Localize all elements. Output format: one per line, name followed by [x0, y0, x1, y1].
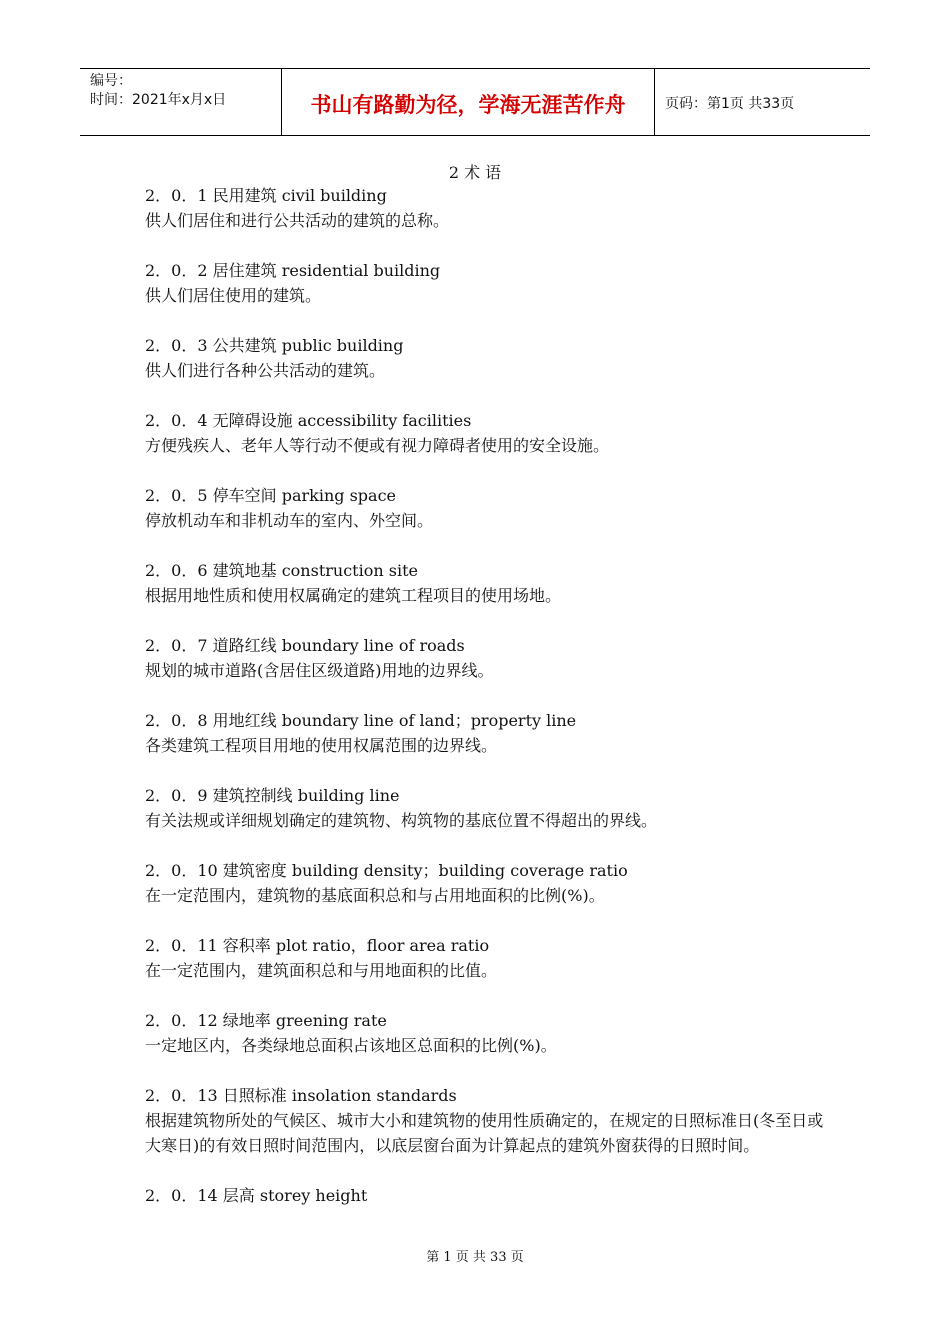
term-definition: 停放机动车和非机动车的室内、外空间。 [145, 511, 434, 530]
term-heading: 2．0．12 绿地率 greening rate [145, 1011, 387, 1030]
term-heading: 2．0．5 停车空间 parking space [145, 486, 397, 505]
time-label: 时间：2021年x月x日 [90, 92, 227, 108]
term-heading: 2．0．4 无障碍设施 accessibility facilities [145, 411, 472, 430]
term-heading: 2．0．10 建筑密度 building density；building coverage ratio [145, 861, 628, 880]
term-entry [145, 1183, 825, 1208]
term-definition: 各类建筑工程项目用地的使用权属范围的边界线。 [145, 736, 498, 755]
header-page-info: 页码：第1页 共33页 [665, 96, 795, 112]
term-entry [145, 183, 825, 233]
term-entry [145, 408, 825, 458]
header-motto: 书山有路勤为径，学海无涯苦作舟 [282, 69, 655, 135]
term-heading: 2．0．8 用地红线 boundary line of land；property line [145, 711, 577, 730]
term-entry [145, 558, 825, 608]
term-heading: 2．0．11 容积率 plot ratio，floor area ratio [145, 936, 490, 955]
term-entry [145, 333, 825, 383]
serial-label: 编号： [90, 73, 132, 89]
term-definition: 在一定范围内，建筑物的基底面积总和与占用地面积的比例(%)。 [145, 886, 605, 905]
chapter-title: 2 术 语 [448, 163, 502, 182]
page-footer: 第 1 页 共 33 页 [426, 1250, 524, 1265]
term-entry [145, 933, 825, 983]
header-meta [80, 69, 282, 135]
term-heading: 2．0．2 居住建筑 residential building [145, 261, 441, 280]
term-entry [145, 783, 825, 833]
term-definition: 根据建筑物所处的气候区、城市大小和建筑物的使用性质确定的，在规定的日照标准日(冬至日或大寒日)的有效日照时间范围内，以底层窗台面为计算起点的建筑外窗获得的日照时间。 [145, 1111, 824, 1155]
term-definition: 供人们居住使用的建筑。 [145, 286, 322, 305]
page-header [80, 68, 870, 136]
term-entry [145, 633, 825, 683]
term-definition: 根据用地性质和使用权属确定的建筑工程项目的使用场地。 [145, 586, 562, 605]
term-entry [145, 258, 825, 308]
term-entry [145, 483, 825, 533]
term-definition: 规划的城市道路(含居住区级道路)用地的边界线。 [145, 661, 494, 680]
term-heading: 2．0．3 公共建筑 public building [145, 336, 404, 355]
term-definition: 有关法规或详细规划确定的建筑物、构筑物的基底位置不得超出的界线。 [145, 811, 658, 830]
term-definition: 供人们居住和进行公共活动的建筑的总称。 [145, 211, 450, 230]
term-entry [145, 1008, 825, 1058]
document-body [145, 183, 825, 1233]
term-definition: 一定地区内，各类绿地总面积占该地区总面积的比例(%)。 [145, 1036, 557, 1055]
term-definition: 在一定范围内，建筑面积总和与用地面积的比值。 [145, 961, 498, 980]
term-entry [145, 1083, 825, 1158]
term-heading: 2．0．6 建筑地基 construction site [145, 561, 418, 580]
term-heading: 2．0．13 日照标准 insolation standards [145, 1086, 457, 1105]
term-heading: 2．0．9 建筑控制线 building line [145, 786, 400, 805]
term-definition: 供人们进行各种公共活动的建筑。 [145, 361, 386, 380]
term-heading: 2．0．7 道路红线 boundary line of roads [145, 636, 465, 655]
term-definition: 方便残疾人、老年人等行动不便或有视力障碍者使用的安全设施。 [145, 436, 610, 455]
term-entry [145, 858, 825, 908]
term-entry [145, 708, 825, 758]
term-heading: 2．0．1 民用建筑 civil building [145, 186, 387, 205]
term-heading: 2．0．14 层高 storey height [145, 1186, 368, 1205]
